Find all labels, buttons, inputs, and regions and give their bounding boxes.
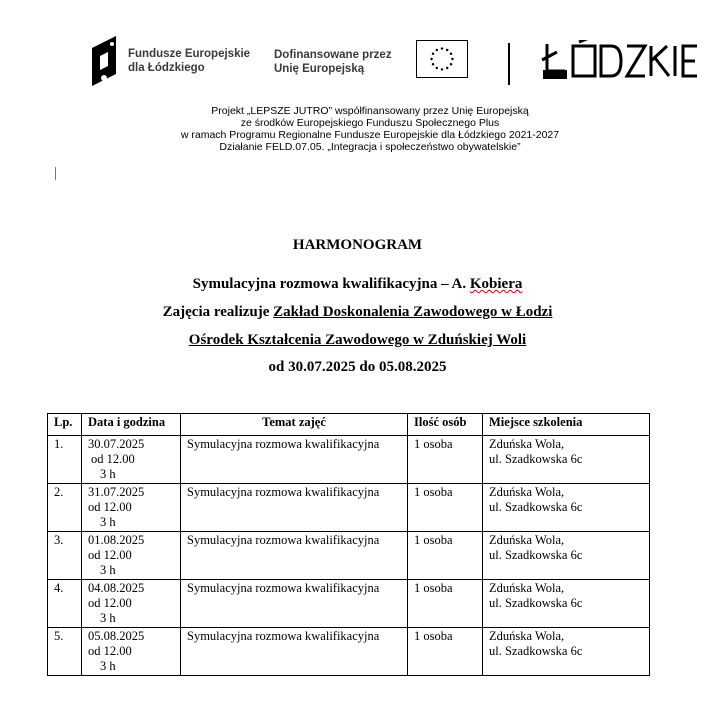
row-topic: Symulacyjna rozmowa kwalifikacyjna [181,484,408,532]
header-topic: Temat zajęć [181,414,408,436]
fundusze-europejskie-logo [90,34,260,90]
eu-cofinanced-logo [274,40,474,86]
row-people: 1 osoba [408,532,483,580]
logo-separator [508,43,510,85]
project-line-2: ze środków Europejskiego Funduszu Społecznego Plus [240,117,500,129]
schedule-period: od 30.07.2025 do 05.08.2025 [268,359,447,375]
text-cursor-mark [55,167,56,180]
eu-flag-icon [416,40,468,78]
table-row [48,628,650,676]
table-row [48,484,650,532]
row-date: 05.08.2025 od 12.00 3 h [82,628,181,676]
row-lp: 4. [48,580,82,628]
row-people: 1 osoba [408,580,483,628]
fe-mark-icon [90,34,122,88]
table-row [48,580,650,628]
trainer-name: Kobiera [469,276,523,292]
project-line-1: Projekt „LEPSZE JUTRO” współfinansowany przez Unię Europejską [211,105,529,117]
row-topic: Symulacyjna rozmowa kwalifikacyjna [181,532,408,580]
fe-logo-line2: dla Łódzkiego [128,62,205,74]
row-date: 01.08.2025 od 12.00 3 h [82,532,181,580]
row-date: 31.07.2025 od 12.00 3 h [82,484,181,532]
header-people: Ilość osób [408,414,483,436]
row-date: 30.07.2025 od 12.00 3 h [82,436,181,484]
training-center: Ośrodek Kształcenia Zawodowego w Zduńskiej Woli [188,332,527,348]
eu-logo-line2: Unię Europejską [274,63,365,75]
row-place: Zduńska Wola, ul. Szadkowska 6c [483,628,650,676]
table-row [48,532,650,580]
project-info [180,105,560,153]
row-place: Zduńska Wola, ul. Szadkowska 6c [483,436,650,484]
provider-line: Zajęcia realizuje Zakład Doskonalenia Zawodowego w Łodzi [162,304,553,320]
header-lp: Lp. [48,414,82,436]
row-place: Zduńska Wola, ul. Szadkowska 6c [483,484,650,532]
document-title: HARMONOGRAM [292,237,423,253]
logo-bar [0,0,715,100]
header-place: Miejsce szkolenia [483,414,650,436]
table-row [48,436,650,484]
row-people: 1 osoba [408,436,483,484]
row-lp: 2. [48,484,82,532]
header-date: Data i godzina [82,414,181,436]
row-topic: Symulacyjna rozmowa kwalifikacyjna [181,628,408,676]
row-people: 1 osoba [408,628,483,676]
row-place: Zduńska Wola, ul. Szadkowska 6c [483,532,650,580]
fe-logo-line1: Fundusze Europejskie [128,48,251,60]
schedule-table [47,413,650,676]
row-place: Zduńska Wola, ul. Szadkowska 6c [483,580,650,628]
provider-name: Zakład Doskonalenia Zawodowego w Łodzi [273,304,553,320]
row-lp: 5. [48,628,82,676]
row-topic: Symulacyjna rozmowa kwalifikacyjna [181,580,408,628]
course-line: Symulacyjna rozmowa kwalifikacyjna – A. Kobiera [192,276,523,292]
project-line-4: Działanie FELD.07.05. „Integracja i społeczeństwo obywatelskie” [219,141,521,153]
lodzkie-region-logo [541,40,701,82]
row-topic: Symulacyjna rozmowa kwalifikacyjna [181,436,408,484]
eu-logo-line1: Dofinansowane przez [274,49,392,61]
row-lp: 3. [48,532,82,580]
row-people: 1 osoba [408,484,483,532]
table-header-row [48,414,650,436]
row-lp: 1. [48,436,82,484]
project-line-3: w ramach Programu Regionalne Fundusze Europejskie dla Łódzkiego 2021-2027 [180,129,560,141]
row-date: 04.08.2025 od 12.00 3 h [82,580,181,628]
